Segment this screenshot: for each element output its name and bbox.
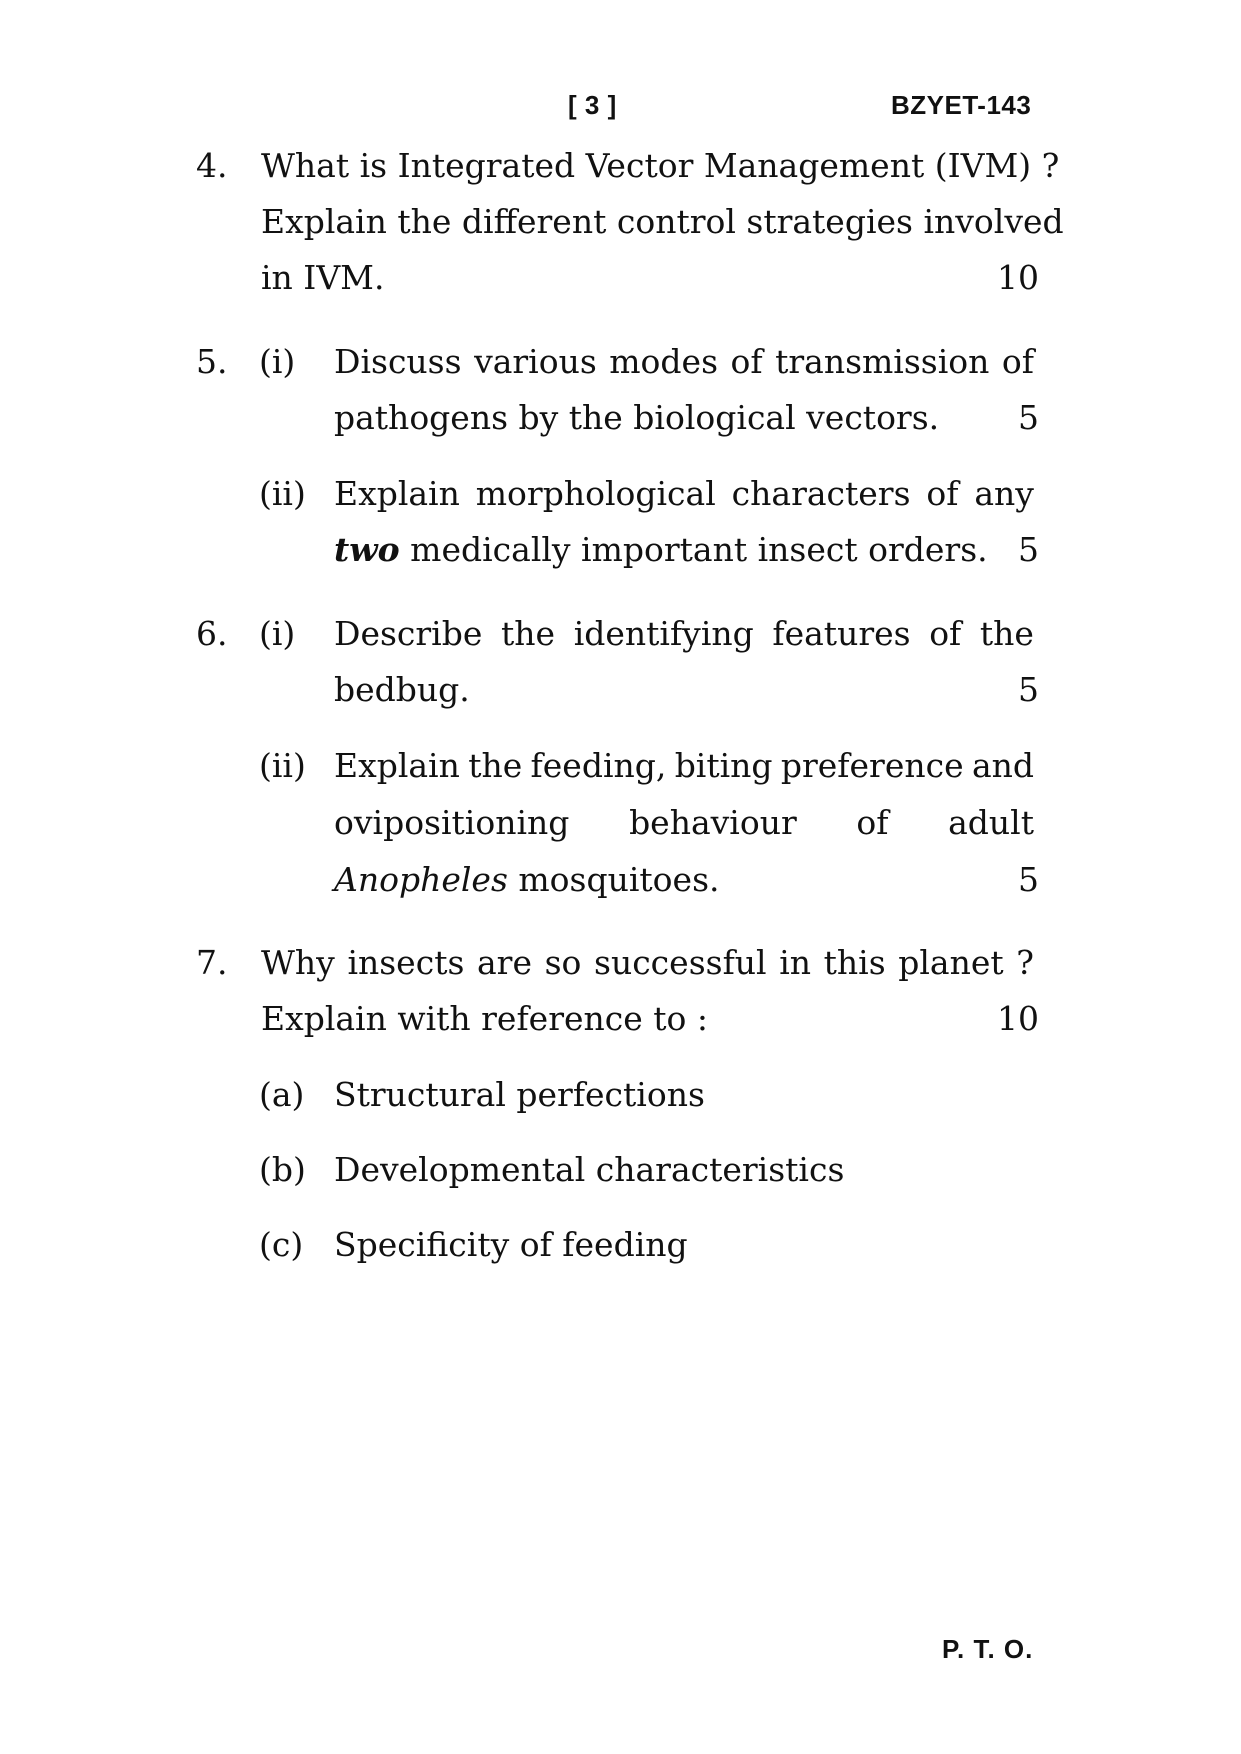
species-name: Anopheles [334, 860, 508, 899]
text-span: medically important insect orders. [399, 530, 988, 569]
word: are [477, 943, 532, 982]
word: this [823, 943, 886, 982]
word: biting [674, 746, 773, 785]
word: the [979, 614, 1034, 653]
text-span: mosquitoes. [507, 860, 720, 899]
word: Why [261, 943, 335, 982]
word: successful [594, 943, 767, 982]
word: Discuss [334, 342, 462, 381]
question-text-line [334, 530, 988, 570]
word: insects [347, 943, 465, 982]
sub-part-label: (i) [259, 342, 296, 381]
word: and [971, 746, 1034, 785]
question-text-line: in IVM. [261, 258, 385, 297]
word: of [929, 614, 962, 653]
please-turn-over: P. T. O. [942, 1634, 1034, 1664]
word: in [779, 943, 812, 982]
word: behaviour [629, 803, 797, 842]
list-item-label: (a) [259, 1075, 305, 1114]
question-number: 6. [196, 614, 228, 653]
page-number: [ 3 ] [568, 90, 617, 120]
word: of [856, 803, 889, 842]
word: transmission [775, 342, 990, 381]
marks: 5 [1018, 670, 1039, 709]
word: of [926, 474, 959, 513]
question-text-line: What is Integrated Vector Management (IVM) ? [261, 146, 1060, 185]
question-text-line: bedbug. [334, 670, 470, 709]
marks: 5 [1018, 398, 1039, 437]
word: of [1001, 342, 1034, 381]
word: adult [948, 803, 1034, 842]
sub-part-label: (ii) [259, 746, 306, 785]
justified-line [334, 746, 1034, 786]
word: identifying [573, 614, 754, 653]
question-text-line [334, 860, 720, 900]
justified-line [261, 943, 1034, 983]
word: so [544, 943, 582, 982]
word: feeding, [530, 746, 667, 785]
question-number: 5. [196, 342, 228, 381]
word: Explain [334, 474, 460, 513]
question-number: 4. [196, 146, 228, 185]
marks: 5 [1018, 860, 1039, 899]
word: ? [1016, 943, 1034, 982]
marks: 10 [997, 999, 1039, 1038]
word: any [974, 474, 1034, 513]
list-item: Structural perfections [334, 1075, 705, 1114]
word: the [468, 746, 523, 785]
list-item: Developmental characteristics [334, 1150, 845, 1189]
course-code: BZYET-143 [891, 90, 1032, 120]
justified-line [334, 614, 1034, 654]
word: the [501, 614, 556, 653]
justified-line [334, 474, 1034, 514]
word: various [474, 342, 597, 381]
word: Explain [334, 746, 460, 785]
marks: 10 [997, 258, 1039, 297]
word: of [730, 342, 763, 381]
list-item-label: (b) [259, 1150, 306, 1189]
word: planet [898, 943, 1004, 982]
list-item: Specificity of feeding [334, 1225, 688, 1264]
word: characters [731, 474, 911, 513]
sub-part-label: (ii) [259, 474, 306, 513]
question-number: 7. [196, 943, 228, 982]
word: modes [609, 342, 719, 381]
marks: 5 [1018, 530, 1039, 569]
word: features [772, 614, 911, 653]
justified-line [334, 803, 1034, 843]
word: Describe [334, 614, 483, 653]
question-text-line: Explain the different control strategies involved [261, 202, 1064, 241]
question-text-line: Explain with reference to : [261, 999, 708, 1038]
sub-part-label: (i) [259, 614, 296, 653]
emphasis-text: two [334, 530, 400, 569]
question-text-line: pathogens by the biological vectors. [334, 398, 940, 437]
word: preference [780, 746, 964, 785]
word: ovipositioning [334, 803, 570, 842]
word: morphological [475, 474, 716, 513]
list-item-label: (c) [259, 1225, 304, 1264]
justified-line [334, 342, 1034, 382]
